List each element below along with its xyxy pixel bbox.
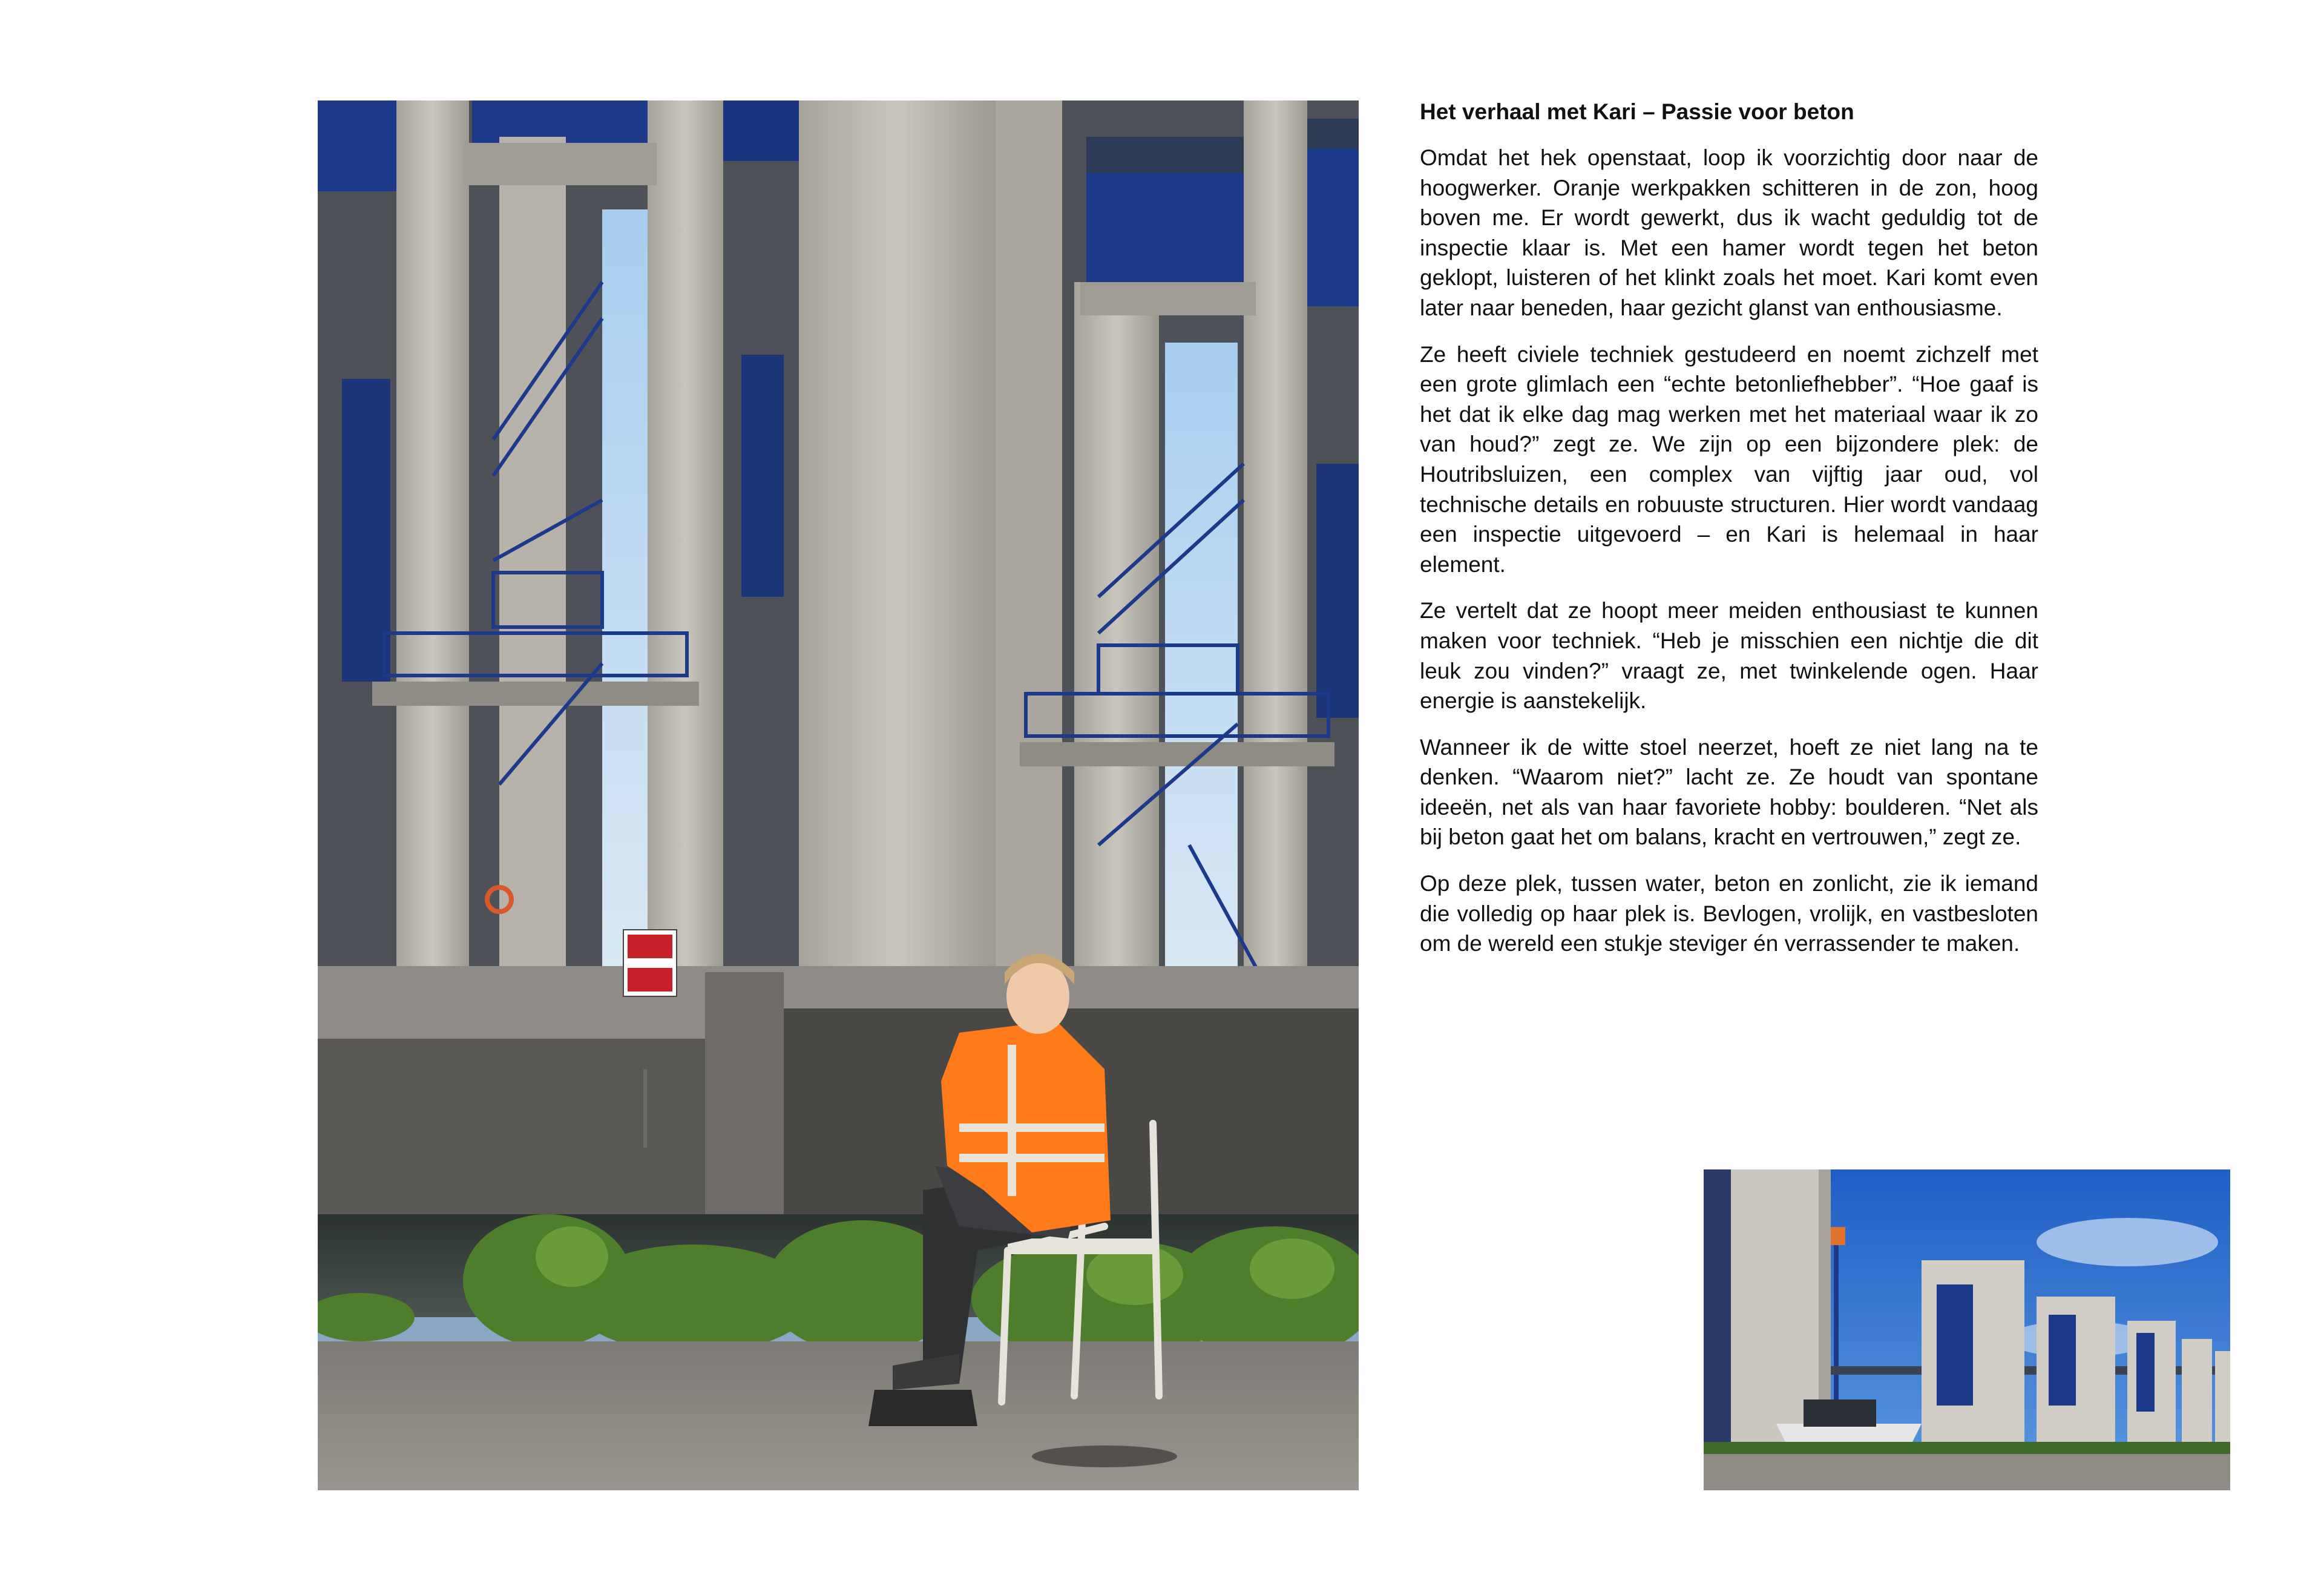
secondary-photo: [1704, 1169, 2230, 1490]
article-paragraph: Ze vertelt dat ze hoopt meer meiden enthousiast te kunnen maken voor techniek. “Heb je misschien een nichtje die dit leuk zou vinden?” vraagt ze, met twinkelende ogen. Haar energie is aanstekelijk.: [1420, 598, 2038, 714]
main-photo-illustration: [318, 100, 1359, 1490]
main-photo: [318, 100, 1359, 1490]
article-paragraph: Wanneer ik de witte stoel neerzet, hoeft ze niet lang na te denken. “Waarom niet?” lacht ze. Ze houdt van spontane ideeën, net als van haar favoriete hobby: boulderen. “Net als bij beton gaat het om balans, kracht en vertrouwen,” zegt ze.: [1420, 734, 2038, 850]
secondary-photo-illustration: [1704, 1169, 2230, 1490]
article-paragraph: Ze heeft civiele techniek gestudeerd en noemt zichzelf met een grote glimlach een “echte betonliefhebber”. “Hoe gaaf is het dat ik elke dag mag werken met het materiaal waar ik zo van houd?” zegt ze. We zijn op een bijzondere plek: de Houtribsluizen, een complex van vijftig jaar oud, vol technische details en robuuste structuren. Hier wordt vandaag een inspectie uitgevoerd – en Kari is helemaal in haar element.: [1420, 341, 2038, 577]
article-paragraph: Op deze plek, tussen water, beton en zonlicht, zie ik iemand die volledig op haar plek is. Bevlogen, vrolijk, en vastbesloten om de wereld een stukje steviger én verrassender te maken.: [1420, 871, 2038, 956]
article-title: Het verhaal met Kari – Passie voor beton: [1420, 99, 1854, 124]
article: [1420, 96, 2038, 975]
article-paragraph: Omdat het hek openstaat, loop ik voorzichtig door naar de hoogwerker. Oranje werkpakken schitteren in de zon, hoog boven me. Er wordt gewerkt, dus ik wacht geduldig tot de inspectie klaar is. Met een hamer wordt tegen het beton geklopt, luisteren of het klinkt zoals het moet. Kari komt even later naar beneden, haar gezicht glanst van enthousiasme.: [1420, 145, 2038, 320]
